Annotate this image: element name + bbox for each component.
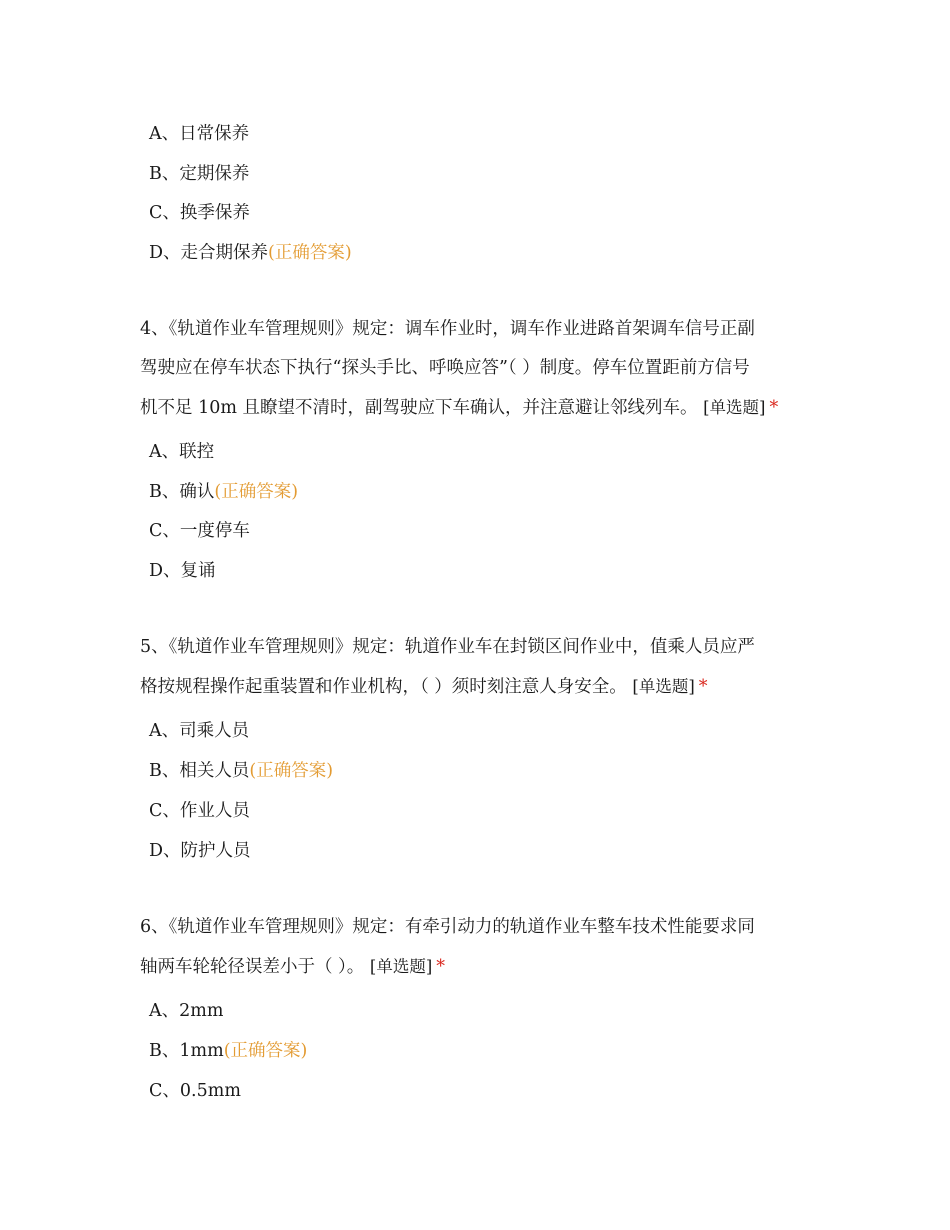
question-6-text bbox=[140, 908, 810, 987]
q4-option-b bbox=[149, 480, 298, 504]
required-marker: * bbox=[436, 957, 446, 977]
question-line-text: 机不足 10m 且瞭望不清时，副驾驶应下车确认，并注意避让邻线列车。 bbox=[140, 398, 698, 418]
option-label: C、作业人员 bbox=[149, 801, 250, 821]
question-line: 5、《轨道作业车管理规则》规定：轨道作业车在封锁区间作业中，值乘人员应严 bbox=[140, 637, 755, 657]
q3-option-b bbox=[149, 162, 249, 186]
q5-option-b bbox=[149, 759, 333, 783]
q6-option-c bbox=[149, 1079, 241, 1103]
question-line-last bbox=[140, 947, 810, 987]
required-marker: * bbox=[698, 677, 708, 697]
correct-answer-marker: (正确答案) bbox=[223, 1041, 308, 1061]
question-type-label: [单选题] bbox=[632, 677, 695, 696]
option-label: D、走合期保养 bbox=[149, 243, 269, 263]
q3-option-d bbox=[149, 241, 352, 265]
q5-option-a bbox=[149, 719, 249, 743]
question-line-last bbox=[140, 667, 810, 707]
question-5-text bbox=[140, 628, 810, 707]
question-line: 驾驶应在停车状态下执行“探头手比、呼唤应答”（ ）制度。停车位置距前方信号 bbox=[140, 358, 750, 378]
option-label: A、2mm bbox=[149, 1001, 224, 1021]
question-line-text: 格按规程操作起重装置和作业机构，（ ）须时刻注意人身安全。 bbox=[140, 677, 627, 697]
question-type-label: [单选题] bbox=[703, 398, 766, 417]
required-marker: * bbox=[769, 398, 779, 418]
q5-option-d bbox=[149, 839, 251, 863]
option-label: A、日常保养 bbox=[149, 124, 250, 144]
question-line-last bbox=[140, 388, 810, 428]
option-label: A、司乘人员 bbox=[149, 721, 250, 741]
q4-option-c bbox=[149, 519, 250, 543]
option-label: C、换季保养 bbox=[149, 203, 250, 223]
q6-option-a bbox=[149, 999, 223, 1023]
option-label: D、复诵 bbox=[149, 561, 216, 581]
option-label: C、一度停车 bbox=[149, 521, 250, 541]
option-label: B、定期保养 bbox=[149, 164, 250, 184]
correct-answer-marker: (正确答案) bbox=[268, 243, 352, 263]
correct-answer-marker: (正确答案) bbox=[214, 482, 299, 502]
question-4-text bbox=[140, 310, 810, 428]
option-label: B、1mm bbox=[149, 1041, 224, 1061]
q6-option-b bbox=[149, 1039, 307, 1063]
correct-answer-marker: (正确答案) bbox=[249, 761, 334, 781]
option-label: D、防护人员 bbox=[149, 841, 251, 861]
question-line-text: 轴两车轮轮径误差小于（ ）。 bbox=[140, 957, 365, 977]
question-line: 6、《轨道作业车管理规则》规定：有牵引动力的轨道作业车整车技术性能要求同 bbox=[140, 917, 755, 937]
q3-option-c bbox=[149, 201, 250, 225]
question-type-label: [单选题] bbox=[369, 957, 433, 976]
option-label: A、联控 bbox=[149, 442, 215, 462]
option-label: C、0.5mm bbox=[149, 1081, 241, 1101]
q4-option-d bbox=[149, 559, 216, 583]
option-label: B、相关人员 bbox=[149, 761, 250, 781]
q3-option-a bbox=[149, 122, 249, 146]
q4-option-a bbox=[149, 440, 214, 464]
q5-option-c bbox=[149, 799, 250, 823]
option-label: B、确认 bbox=[149, 482, 215, 502]
question-line: 4、《轨道作业车管理规则》规定：调车作业时，调车作业进路首架调车信号正副 bbox=[140, 319, 755, 339]
